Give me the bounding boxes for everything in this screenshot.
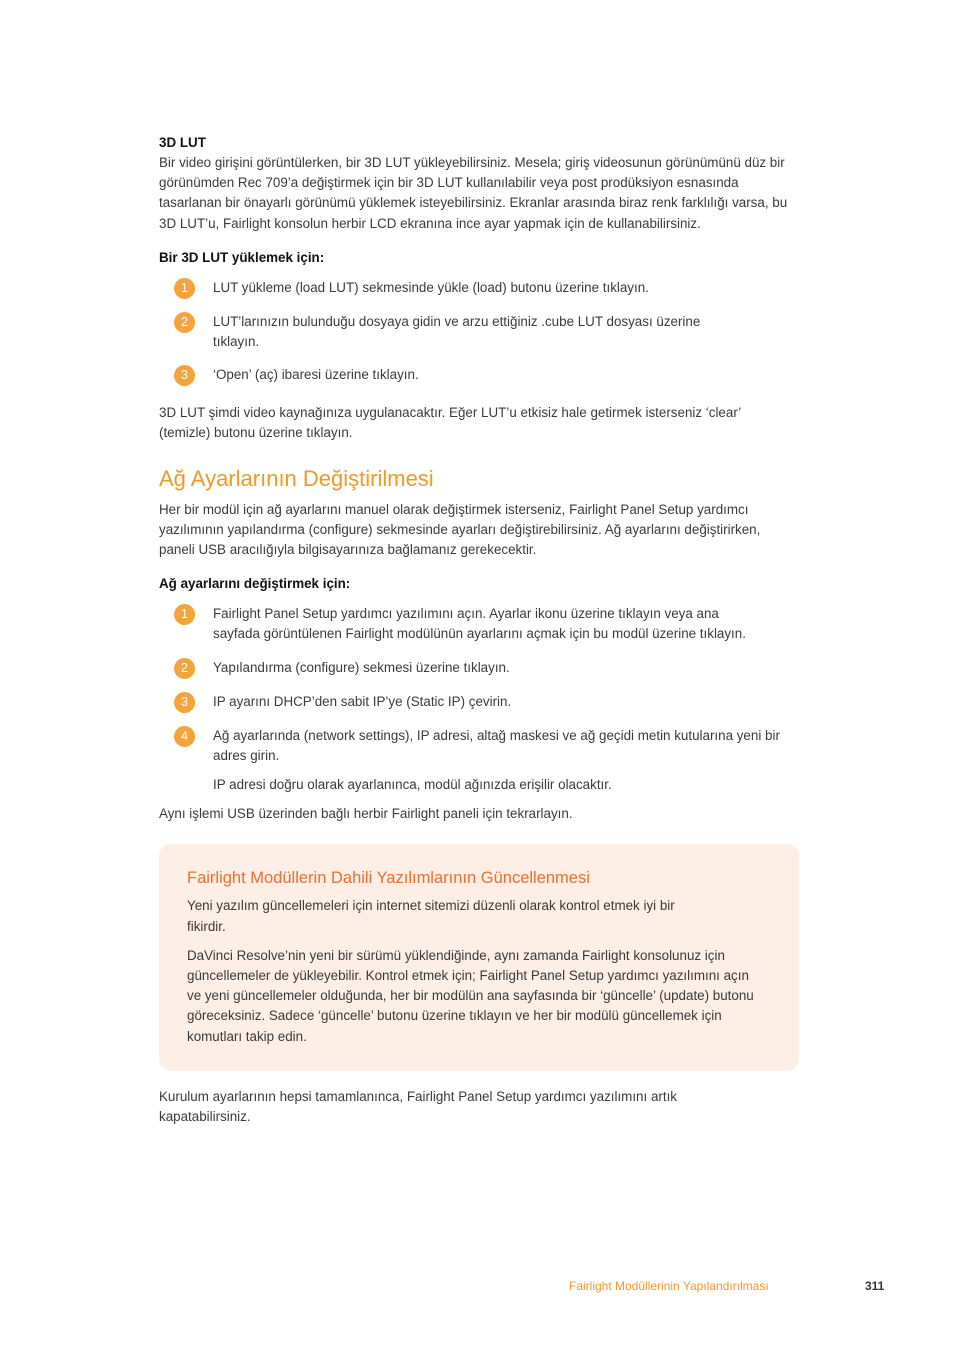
step-number-badge: 4 bbox=[174, 726, 195, 747]
step-text: IP ayarını DHCP’den sabit IP’ye (Static IP) çevirin. bbox=[213, 693, 512, 709]
note-paragraph-2: DaVinci Resolve’nin yeni bir sürümü yüklendiğinde, aynı zamanda Fairlight konsolunuz için güncellemeler de yükleyebilir. Kontrol etmek için; Fairlight Panel Setup yardımcı yazılımını açın ve yeni güncellemeler olduğunda, her bir modülün ana sayfasında bir ‘güncelle’ (update) butonu göreceksiniz. Sadece ‘güncelle’ butonu üzerine tıklayın ve her bir modülü güncellemek için komutları takip edin. bbox=[187, 947, 754, 1044]
footer-section-title: Fairlight Modüllerinin Yapılandırılması bbox=[569, 1279, 769, 1293]
step-number-badge: 3 bbox=[174, 692, 195, 713]
step-text: LUT’larınızın bulunduğu dosyaya gidin ve arzu ettiğiniz .cube LUT dosyası üzerine tıklayın. bbox=[213, 313, 701, 350]
note-paragraph-1: Yeni yazılım güncellemeleri için internet sitemizi düzenli olarak kontrol etmek iyi bir fikirdir. bbox=[187, 898, 675, 934]
network-step-3 bbox=[174, 692, 799, 713]
step-number-badge: 1 bbox=[174, 278, 195, 299]
step-text: Fairlight Panel Setup yardımcı yazılımını açın. Ayarlar ikonu üzerine tıklayın veya ana sayfada görüntülenen Fairlight modülünün ayarlarını açmak için bu modül üzerine tıklayın. bbox=[213, 606, 746, 642]
lut-intro: Bir video girişini görüntülerken, bir 3D LUT yükleyebilirsiniz. Mesela; giriş videosunun görünümünü düz bir görünümden Rec 709’a değiştirmek için bir 3D LUT kullanılabilir veya post prodüksiyon esnasında tasarlanan bir önayarlı görünümü yüklemek isteyebilirsiniz. Ekranlar arasında biraz renk farklılığı varsa, bu 3D LUT’u, Fairlight konsolun herbir LCD ekranına ince ayar yapmak için de kullanabilirsiniz. bbox=[159, 155, 788, 231]
network-outro: Aynı işlemi USB üzerinden bağlı herbir Fairlight paneli için tekrarlayın. bbox=[159, 806, 573, 822]
lut-step-3 bbox=[174, 365, 799, 386]
network-step-1 bbox=[174, 604, 799, 644]
firmware-update-note bbox=[159, 844, 799, 1070]
page-content bbox=[159, 133, 799, 1127]
lut-step-1 bbox=[174, 278, 799, 299]
note-title: Fairlight Modüllerin Dahili Yazılımlarının Güncellenmesi bbox=[187, 869, 590, 888]
lut-heading: 3D LUT bbox=[159, 135, 206, 150]
network-step-note: IP adresi doğru olarak ayarlanınca, modül ağınızda erişilir olacaktır. bbox=[213, 777, 612, 793]
step-text: Ağ ayarlarında (network settings), IP adresi, altağ maskesi ve ağ geçidi metin kutularına yeni bir adres girin. bbox=[213, 727, 780, 763]
lut-outro: 3D LUT şimdi video kaynağınıza uygulanacaktır. Eğer LUT’u etkisiz hale getirmek isterseniz ‘clear’ (temizle) butonu üzerine tıklayın. bbox=[159, 405, 741, 441]
step-number-badge: 2 bbox=[174, 658, 195, 679]
step-number-badge: 3 bbox=[174, 365, 195, 386]
step-text: ‘Open’ (aç) ibaresi üzerine tıklayın. bbox=[213, 367, 419, 383]
footer-page-number: 311 bbox=[865, 1279, 885, 1293]
network-intro: Her bir modül için ağ ayarlarını manuel olarak değiştirmek isterseniz, Fairlight Panel Setup yardımcı yazılımının yapılandırma (configure) sekmesinde ayarları değiştirebilirsiniz. Ağ ayarlarını değiştirirken, paneli USB aracılığıyla bilgisayarınıza bağlamanız gerekecektir. bbox=[159, 501, 761, 558]
network-step-2 bbox=[174, 658, 799, 679]
step-number-badge: 2 bbox=[174, 312, 195, 333]
step-text: Yapılandırma (configure) sekmesi üzerine tıklayın. bbox=[213, 659, 510, 675]
step-text: LUT yükleme (load LUT) sekmesinde yükle (load) butonu üzerine tıklayın. bbox=[213, 279, 649, 295]
lut-step-2 bbox=[174, 312, 799, 352]
network-steps-heading: Ağ ayarlarını değiştirmek için: bbox=[159, 576, 351, 592]
step-number-badge: 1 bbox=[174, 604, 195, 625]
lut-steps-heading: Bir 3D LUT yüklemek için: bbox=[159, 249, 325, 265]
network-section-title: Ağ Ayarlarının Değiştirilmesi bbox=[159, 465, 434, 491]
network-step-4 bbox=[174, 726, 799, 766]
closing-text: Kurulum ayarlarının hepsi tamamlanınca, Fairlight Panel Setup yardımcı yazılımını artık kapatabilirsiniz. bbox=[159, 1088, 677, 1125]
